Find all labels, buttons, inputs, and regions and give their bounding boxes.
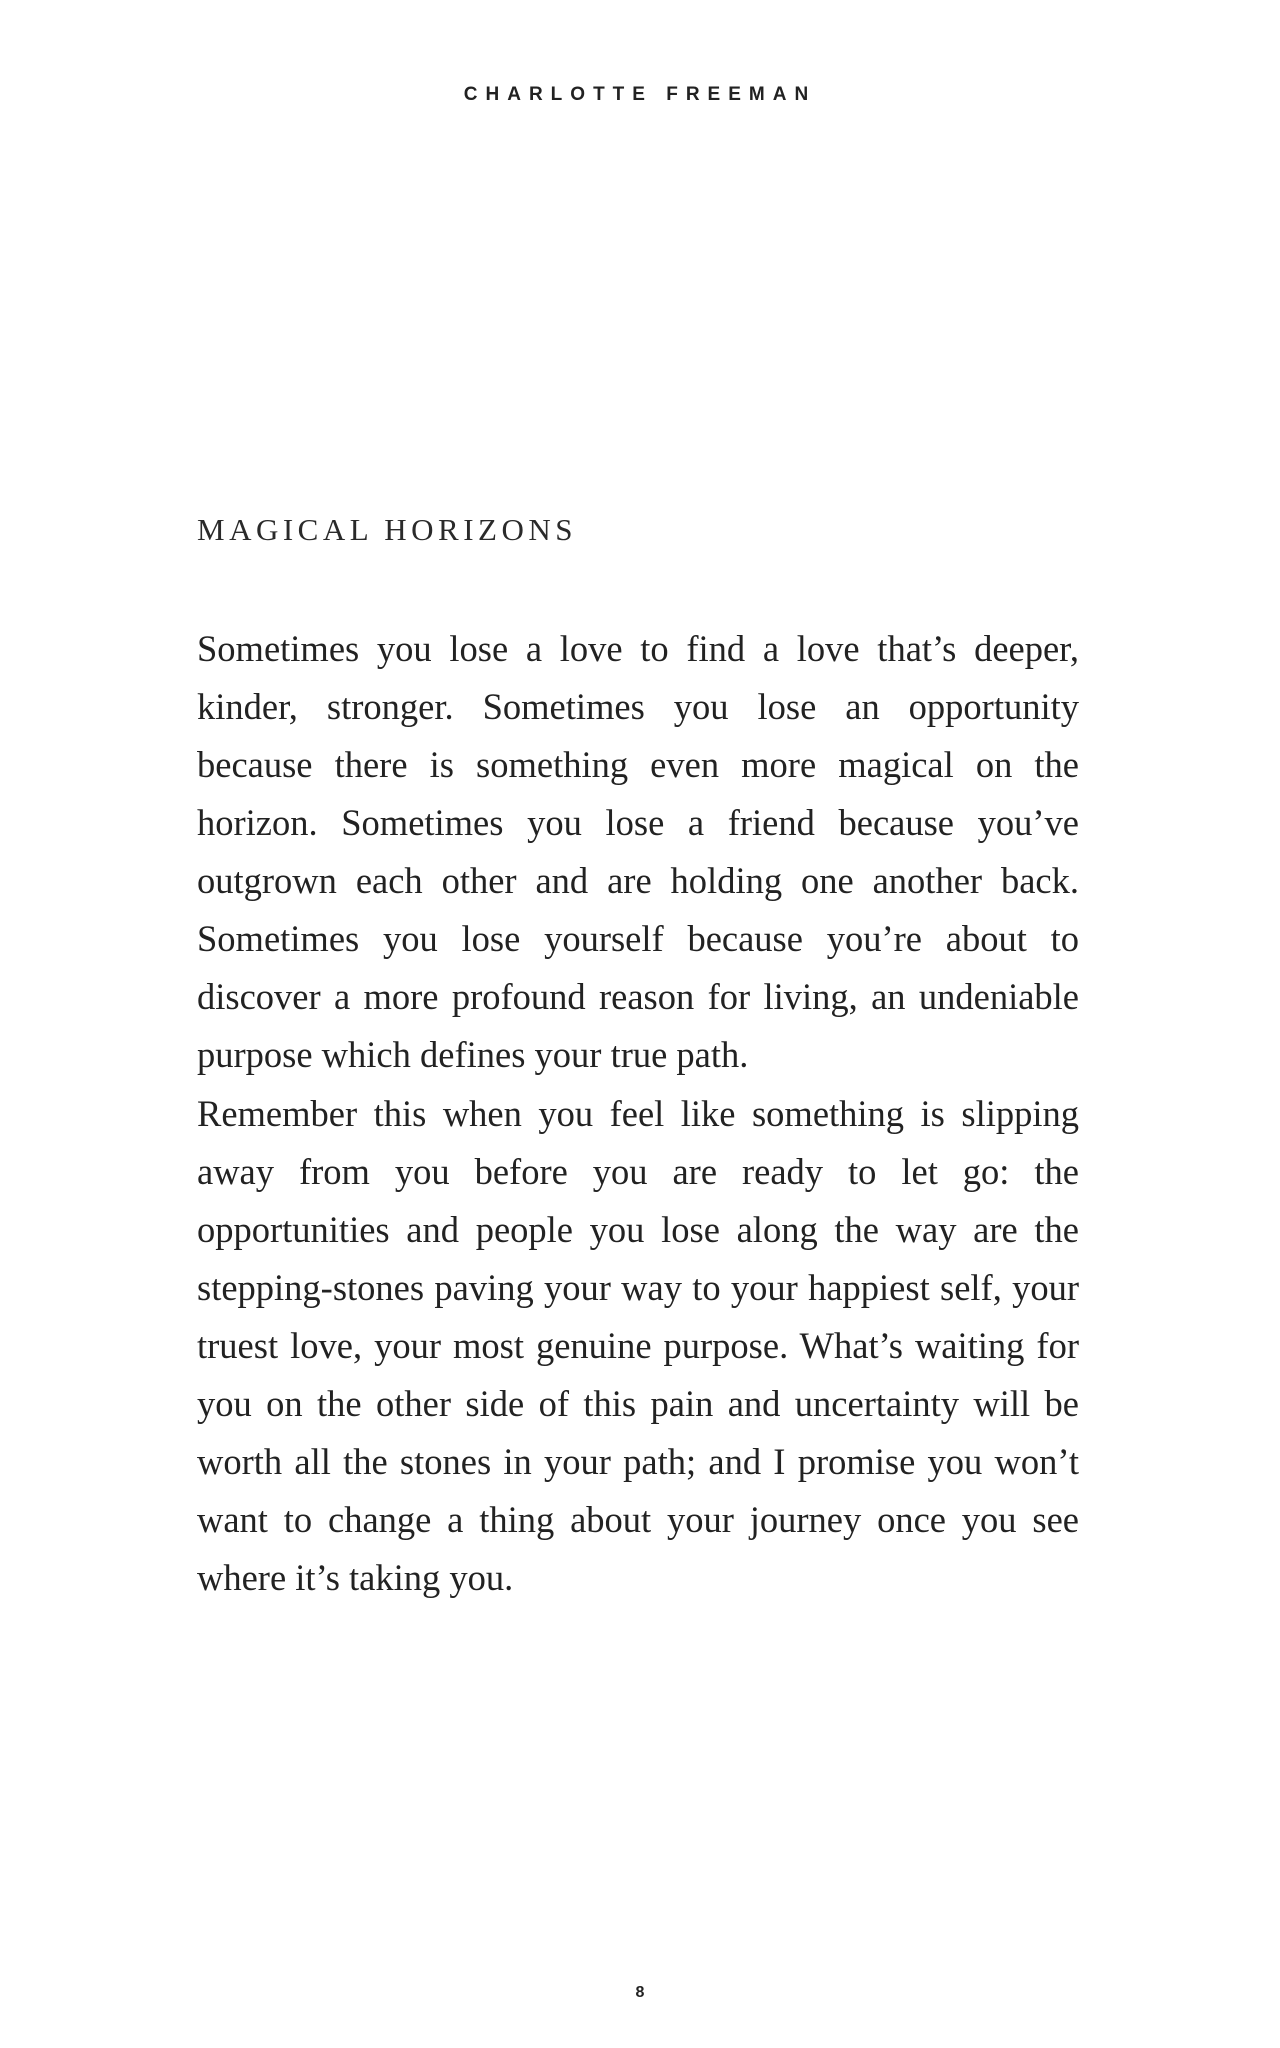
page-number: 8 xyxy=(635,1984,645,2001)
body-paragraph-2: Remember this when you feel like something is slipping away from you before you are ready to let go: the opportunities and people you lose along the way are the stepping-stones paving your way to your happiest self, your truest love, your most genuine purpose. What’s waiting for you on the other side of this pain and uncertainty will be worth all the stones in your path; and I promise you won’t want to change a thing about your journey once you see where it’s taking you. xyxy=(197,1093,1079,1598)
running-header-author: CHARLOTTE FREEMAN xyxy=(463,84,817,105)
body-paragraph-1: Sometimes you lose a love to find a love that’s deeper, kinder, stronger. Sometimes you lose an opportunity because there is something even more magical on the horizon. Sometimes you lose a friend because you’ve outgrown each other and are holding one another back. Sometimes you lose yourself because you’re about to discover a more profound reason for living, an undeniable purpose which defines your true path. xyxy=(197,628,1079,1075)
chapter-title: MAGICAL HORIZONS xyxy=(197,512,577,547)
